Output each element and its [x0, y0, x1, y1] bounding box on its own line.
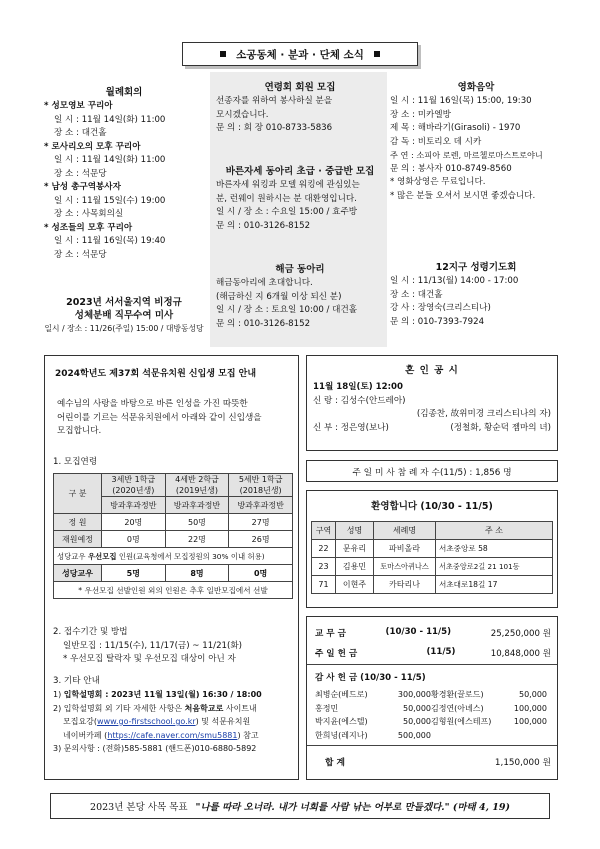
welcome-head: 주 소	[436, 522, 553, 540]
kinder-general-note: * 우선모집 탈락자 및 우선모집 대상이 아닌 자	[63, 654, 236, 664]
square-bullet-icon	[374, 51, 380, 57]
group-place: 장 소 : 석문당	[54, 168, 107, 179]
movie-notice	[390, 80, 562, 203]
welcome-notice	[306, 490, 558, 608]
welcome-cell: 카타리나	[374, 576, 436, 594]
total-row	[325, 755, 551, 768]
cell: 0명	[102, 531, 166, 548]
movie-row: 장 소 : 미카엘방	[390, 109, 451, 120]
finance-value: 25,250,000 원	[490, 629, 551, 639]
finance-row-2	[315, 647, 551, 659]
mass-info: 일시 / 장소 : 11/26(주일) 15:00 / 대방동성당	[44, 324, 204, 333]
cell: 0명	[229, 565, 293, 582]
welcome-head: 성명	[336, 522, 374, 540]
welcome-title: 환영합니다 (10/30 - 11/5)	[371, 501, 493, 512]
thanks-right: 황경환(끌로드) 50,000 김정연(아녜스) 100,000 김형원(에스테프) 100,000	[431, 690, 547, 726]
cell: 22명	[165, 531, 229, 548]
group-date: 일 시 : 11월 14일(화) 11:00	[54, 155, 166, 165]
total-value: 1,150,000 원	[494, 758, 551, 768]
kinder-general: 일반모집 : 11/15(수), 11/17(금) ~ 11/21(화)	[63, 640, 243, 651]
group-name: * 성조들의 모후 꾸리아	[44, 222, 133, 233]
group-name: * 로사리오의 모후 꾸리아	[44, 141, 141, 152]
kinder-intro: 모집합니다.	[57, 426, 102, 436]
welcome-cell: 22	[312, 540, 336, 558]
finance-period: (11/5)	[426, 647, 456, 657]
walking-contact: 문 의 : 010-3126-8152	[216, 220, 311, 231]
welcome-cell: 김용민	[336, 558, 374, 576]
volunteer-contact: 문 의 : 회 장 010-8733-5836	[216, 123, 333, 133]
school-link[interactable]: www.go-firstschool.go.kr	[97, 717, 196, 726]
walking-title: 바른자세 동아리 초급 · 중급반 모집	[225, 166, 375, 177]
haegeum-line: 해금동아리에 초대합니다.	[216, 278, 313, 288]
welcome-cell: 토마스아퀴나스	[374, 558, 436, 576]
district-title: 12지구 성령기도회	[435, 262, 517, 273]
sub-head: 방과후과정반	[102, 497, 166, 514]
wedding-groom-parents: (김종찬, 故위미경 크리스티나의 자)	[416, 409, 551, 419]
mass-title-2: 성체분배 직무수여 미사	[74, 310, 174, 321]
welcome-cell: 문유리	[336, 540, 374, 558]
section-title-text: 소공동체 · 분과 · 단체 소식	[236, 48, 364, 61]
row-label: 성당교우	[54, 565, 102, 582]
district-row: 문 의 : 010-7393-7924	[390, 316, 485, 327]
haegeum-when: 일 시 / 장 소 : 토요일 10:00 / 대건홀	[216, 305, 358, 315]
volunteer-line: 모시겠습니다.	[216, 109, 269, 120]
mass-notice	[40, 296, 208, 336]
finance-period: (10/30 - 11/5)	[385, 627, 452, 637]
group-name: * 성모영보 꾸리아	[44, 101, 113, 111]
group-place: 장 소 : 대건홀	[54, 128, 107, 138]
finance-row-1	[315, 627, 551, 639]
welcome-cell: 파비올라	[374, 540, 436, 558]
kinder-section-1: 1. 모집연령	[53, 457, 98, 467]
kinder-section-3: 3. 기타 안내	[53, 675, 100, 686]
welcome-cell: 서초대로18길 17	[436, 576, 553, 594]
walking-line: 분, 런웨이 원하시는 분 대환영입니다.	[216, 193, 357, 204]
district-row: 강 사 : 장영숙(크리스티나)	[390, 303, 491, 313]
cafe-link[interactable]: https://cafe.naver.com/smu5881	[107, 730, 238, 740]
cell: 50명	[165, 514, 229, 531]
square-bullet-icon	[220, 51, 226, 57]
kinder-section-2: 2. 접수기간 및 방법	[53, 627, 128, 637]
wedding-bride-row	[313, 422, 551, 436]
col-head: 5세반 1학급 (2018년생)	[229, 474, 293, 497]
wedding-groom: 신 랑 : 김성수(안드레아)	[313, 395, 406, 406]
kinder-extra-2c: 네이버카페 (https://cafe.naver.com/smu5881) 참고	[63, 730, 259, 740]
district-row: 장 소 : 대건홀	[390, 289, 443, 300]
total-label: 합 계	[325, 758, 346, 768]
footer-quote: "나를 따라 오너라. 내가 너희를 사람 낚는 어부로 만들겠다." (마태 4, 19)	[195, 802, 510, 813]
movie-row: 일 시 : 11월 16일(목) 15:00, 19:30	[390, 96, 532, 106]
welcome-cell: 서초중앙로2길 21 101동	[436, 558, 553, 576]
wedding-title: 혼 인 공 시	[405, 365, 459, 376]
haegeum-contact: 문 의 : 010-3126-8152	[216, 318, 311, 329]
cell: 27명	[229, 514, 293, 531]
haegeum-title: 해금 동아리	[275, 264, 325, 275]
cell: 20명	[102, 514, 166, 531]
group-place: 장 소 : 석문당	[54, 249, 107, 260]
sub-head: 방과후과정반	[165, 497, 229, 514]
walking-when: 일 시 / 장 소 : 수요일 15:00 / 효주방	[216, 207, 358, 217]
group-date: 일 시 : 11월 15일(수) 19:00	[54, 195, 166, 206]
cell: 5명	[102, 565, 166, 582]
wedding-date: 11월 18일(토) 12:00	[313, 382, 404, 392]
kinder-intro: 예수님의 사랑을 바탕으로 바른 인성을 가진 따뜻한	[57, 399, 248, 409]
col-head: 3세반 1학급 (2020년생)	[102, 474, 166, 497]
finance-value: 10,848,000 원	[490, 649, 551, 659]
movie-row: 감 독 : 비토리오 데 시카	[390, 136, 482, 147]
col-head: 구 분	[54, 474, 102, 514]
volunteer-title: 연령회 회원 모집	[264, 82, 336, 93]
haegeum-line: (해금하신 지 6개월 이상 되신 분)	[216, 291, 342, 302]
monthly-meeting	[44, 85, 204, 262]
row-label: 정 원	[54, 514, 102, 531]
wedding-bride-parents: (정철화, 황순덕 젬마의 녀)	[450, 422, 551, 433]
welcome-table	[311, 521, 553, 594]
volunteer-line: 선종자를 위하여 봉사하실 분을	[216, 96, 333, 106]
kindergarten-notice	[44, 355, 299, 780]
movie-row: 제 목 : 해바라기(Girasoli) - 1970	[390, 123, 521, 133]
attendance-text: 주 일 미 사 참 례 자 수(11/5) : 1,856 명	[352, 467, 512, 478]
group-date: 일 시 : 11월 16일(목) 19:40	[54, 236, 166, 246]
recruit-table	[53, 473, 293, 599]
walking-line: 바른자세 워킹과 모델 워킹에 관심있는	[216, 180, 360, 190]
movie-row: 주 연 : 소피아 로렌, 마르첼로마스트로야니	[390, 150, 543, 160]
kinder-extra-1: 1) 입학설명회 : 2023년 11월 13일(월) 16:30 / 18:00	[53, 690, 262, 699]
footer-label: 2023년 본당 사목 목표	[90, 802, 188, 813]
row-label: 재원예정	[54, 531, 102, 548]
thanks-left: 최병순(베드로) 300,000 홍정민 50,000 박지윤(에스텔) 50,000 한희녕(레지나) 500,000	[315, 690, 431, 740]
kinder-title: 2024학년도 제37회 석문유치원 신입생 모집 안내	[55, 369, 257, 379]
welcome-cell: 23	[312, 558, 336, 576]
district-notice	[390, 260, 562, 329]
thanks-title: 감 사 헌 금 (10/30 - 11/5)	[315, 673, 426, 683]
section-title	[182, 42, 418, 66]
finance-box	[306, 616, 558, 780]
kinder-extra-2b: 모집요강(www.go-firstschool.go.kr) 및 석문유치원	[63, 717, 251, 726]
group-name: * 남성 총구역봉사자	[44, 182, 121, 192]
group-date: 일 시 : 11월 14일(화) 11:00	[54, 114, 166, 125]
wedding-bride: 신 부 : 정은영(보나)	[313, 422, 389, 433]
wedding-notice	[306, 355, 558, 451]
col-head: 4세반 2학급 (2019년생)	[165, 474, 229, 497]
haegeum-notice	[216, 262, 384, 331]
movie-note: * 많은 분들 오셔서 보시면 좋겠습니다.	[390, 190, 536, 201]
sub-head: 방과후과정반	[229, 497, 293, 514]
cell: 8명	[165, 565, 229, 582]
kinder-intro: 어린이를 기르는 석문유치원에서 아래와 같이 신입생을	[57, 412, 262, 423]
welcome-cell: 서초중앙로 58	[436, 540, 553, 558]
welcome-head: 세례명	[374, 522, 436, 540]
movie-title: 영화음악	[457, 82, 495, 93]
mass-title-1: 2023년 서서울지역 비정규	[66, 297, 182, 308]
attendance	[306, 460, 558, 482]
district-row: 일 시 : 11/13(월) 14:00 - 17:00	[390, 276, 519, 286]
welcome-cell: 이현주	[336, 576, 374, 594]
footer-goal	[50, 793, 550, 819]
welcome-cell: 71	[312, 576, 336, 594]
volunteer-notice	[216, 80, 384, 136]
monthly-title: 월례회의	[105, 87, 143, 98]
welcome-head: 구역	[312, 522, 336, 540]
walking-notice	[216, 164, 384, 233]
group-place: 장 소 : 사목회의실	[54, 209, 124, 219]
table-note: * 우선모집 선발인원 외의 인원은 추후 일반모집에서 선발	[54, 582, 293, 599]
kinder-extra-3: 3) 문의사항 : (전화)585-5881 (핸드폰)010-6880-5892	[53, 744, 257, 753]
finance-label: 주 일 헌 금	[315, 649, 358, 659]
kinder-extra-2: 2) 입학설명회 외 기타 자세한 사항은 처음학교로 사이트내	[53, 703, 257, 713]
cell: 26명	[229, 531, 293, 548]
movie-note: * 영화상영은 무료입니다.	[390, 177, 486, 187]
priority-row: 성당교우 우선모집 인원(교육청에서 모집정원의 30% 이내 허용)	[54, 548, 293, 565]
movie-row: 문 의 : 봉사자 010-8749-8560	[390, 163, 512, 174]
finance-label: 교 무 금	[315, 629, 346, 639]
